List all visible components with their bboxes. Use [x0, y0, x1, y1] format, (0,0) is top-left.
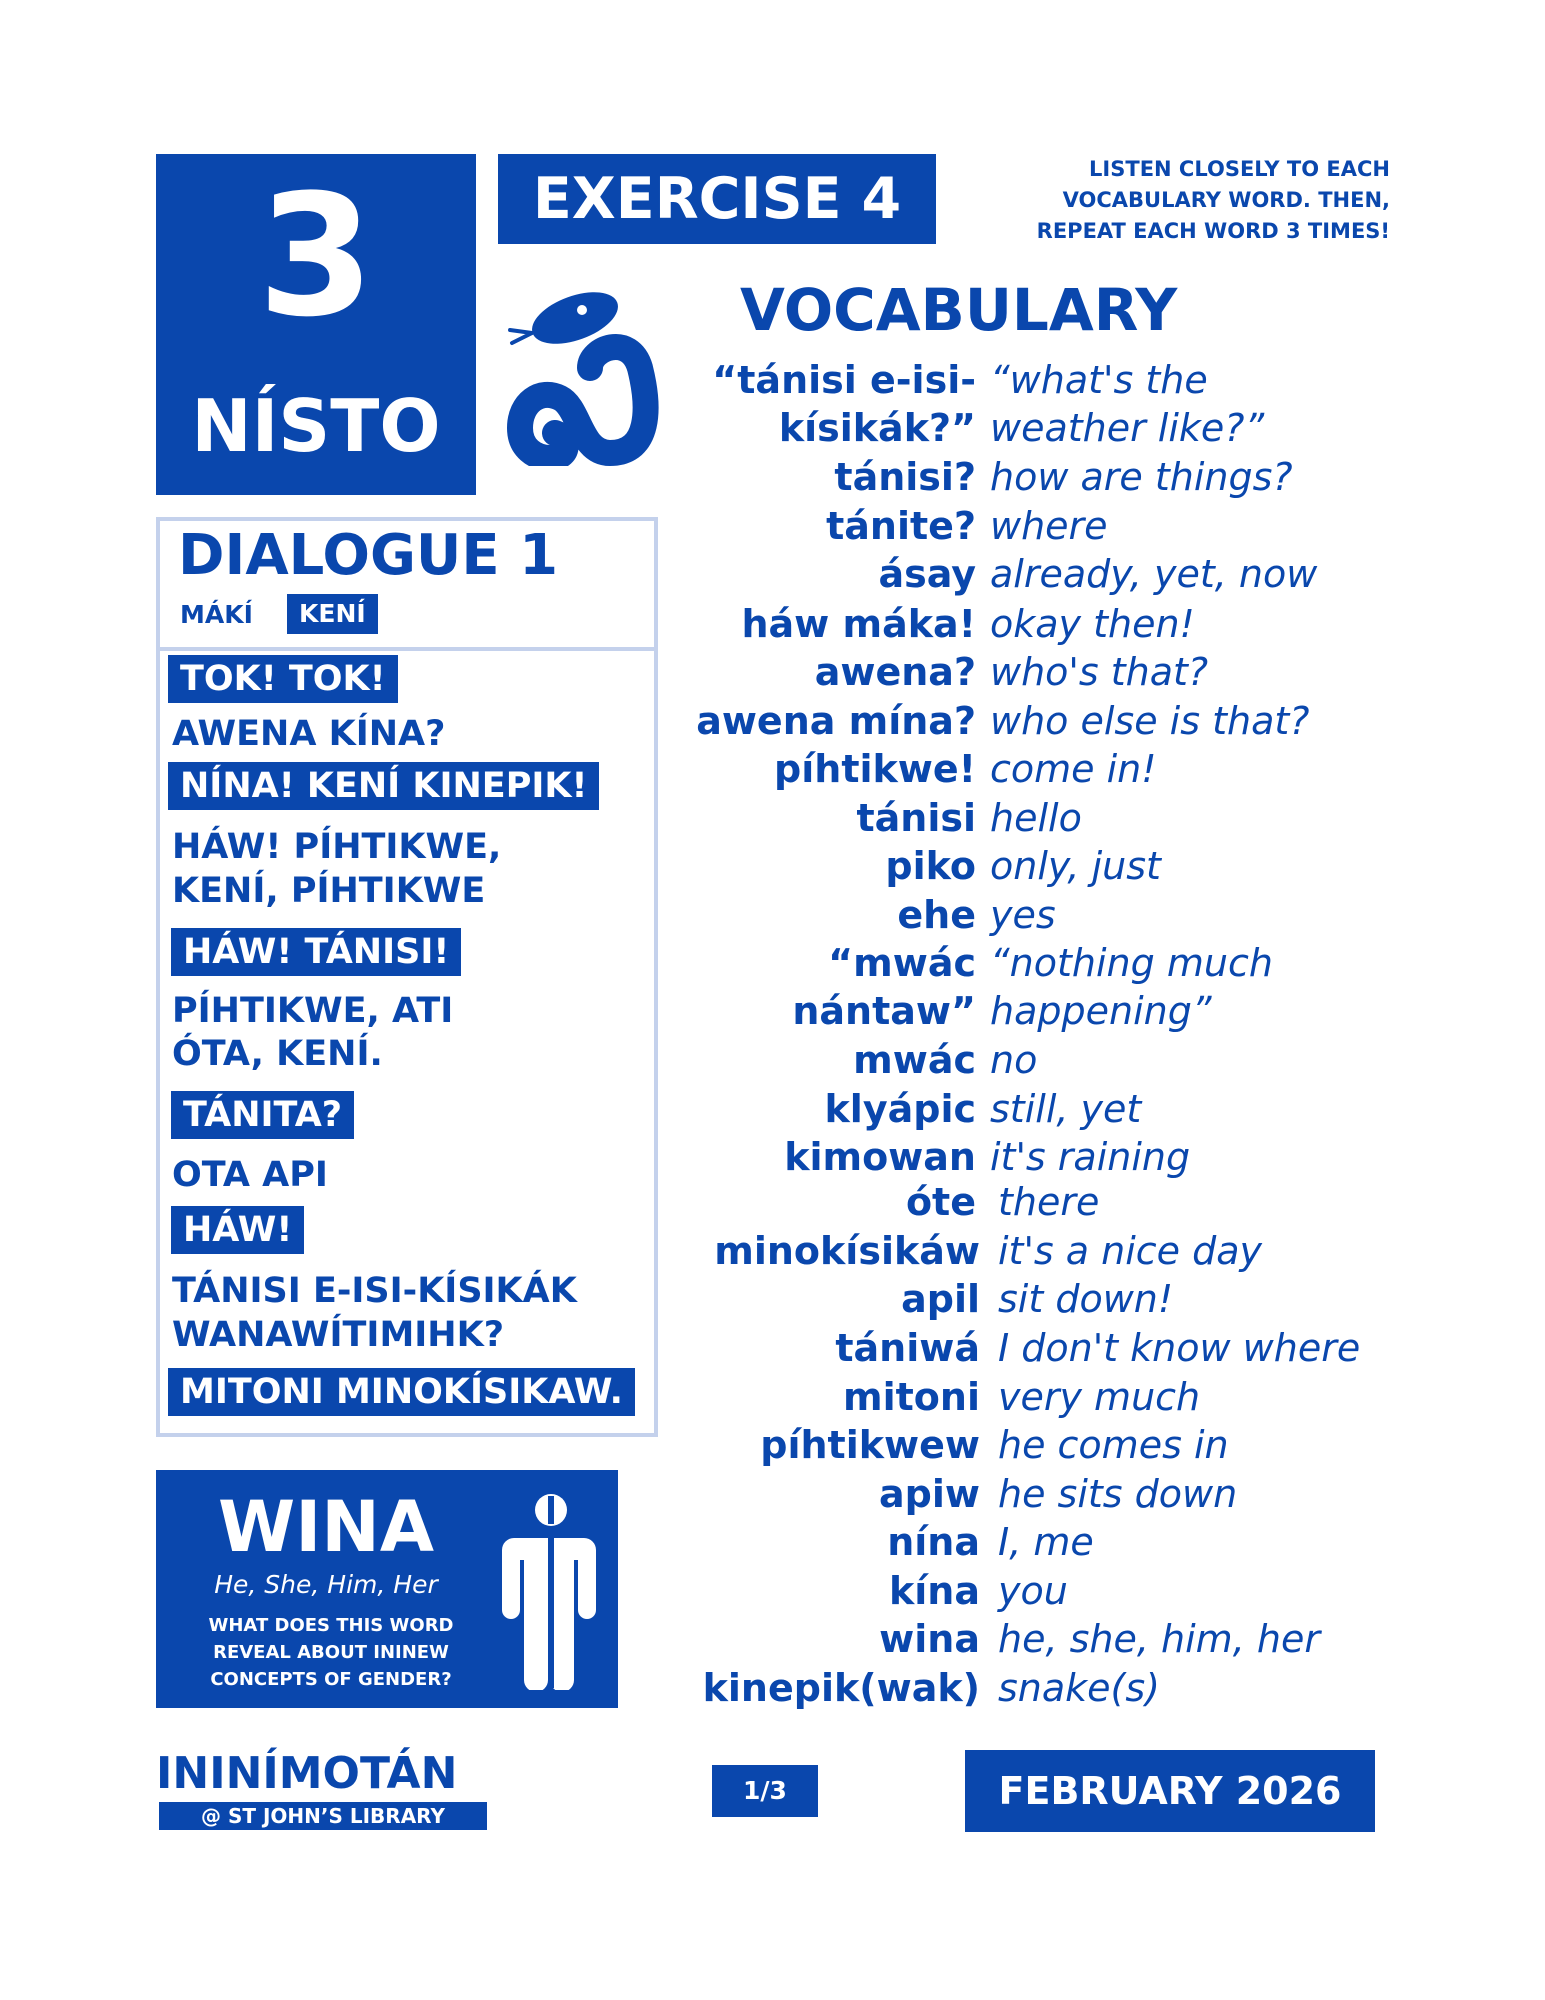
vocab-term: kína: [889, 1569, 980, 1613]
divider: [156, 647, 658, 651]
vocab-row: [560, 697, 1460, 745]
vocab-row: [560, 550, 1460, 598]
vocab-row: [560, 1664, 1460, 1712]
vocab-row: [560, 453, 1460, 501]
vocab-definition: yes: [990, 893, 1056, 937]
vocab-term: mwác: [853, 1038, 976, 1082]
vocab-row: [560, 745, 1460, 793]
vocab-row: [560, 1275, 1460, 1323]
dialogue-line: OTA API: [172, 1155, 328, 1195]
vocab-term: kimowan: [784, 1135, 976, 1179]
vocab-row: [560, 1324, 1460, 1372]
vocab-definition: come in!: [990, 747, 1157, 791]
instruction-line: VOCABULARY WORD. THEN,: [1062, 188, 1390, 212]
vocab-definition: “nothing much: [990, 941, 1273, 985]
vocab-term: kísikák?”: [778, 406, 976, 450]
vocab-definition: happening”: [990, 989, 1212, 1033]
dialogue-line: HÁW!: [171, 1206, 304, 1254]
dialogue-line: ÓTA, KENÍ.: [172, 1034, 383, 1074]
vocab-term: mitoni: [843, 1375, 980, 1419]
vocabulary-title: VOCABULARY: [740, 276, 1178, 344]
vocab-term: ásay: [878, 552, 976, 596]
vocab-term: tánisi?: [834, 455, 976, 499]
vocab-term: píhtikwew: [760, 1423, 980, 1467]
vocab-row: [560, 891, 1460, 939]
question-line: CONCEPTS OF GENDER?: [210, 1669, 452, 1690]
vocab-definition: hello: [990, 796, 1082, 840]
vocab-row: [560, 1567, 1460, 1615]
instruction-line: REPEAT EACH WORD 3 TIMES!: [1036, 219, 1390, 243]
vocab-row: [560, 600, 1460, 648]
vocab-definition: I, me: [998, 1520, 1094, 1564]
vocab-definition: still, yet: [990, 1087, 1142, 1131]
vocab-term: kinepik(wak): [702, 1666, 980, 1710]
vocab-definition: he comes in: [998, 1423, 1229, 1467]
vocab-term: tánite?: [826, 504, 976, 548]
vocab-definition: you: [998, 1569, 1068, 1613]
vocab-definition: no: [990, 1038, 1038, 1082]
vocab-row: [560, 1518, 1460, 1566]
vocab-term: klyápic: [824, 1087, 976, 1131]
vocab-row: [560, 1421, 1460, 1469]
vocab-definition: it's a nice day: [998, 1229, 1263, 1273]
vocab-definition: only, just: [990, 844, 1161, 888]
org-location: @ ST JOHN’S LIBRARY: [159, 1802, 487, 1830]
lesson-name: NÍSTO: [191, 384, 441, 468]
vocab-term: nína: [887, 1520, 980, 1564]
vocab-term: tánisi: [856, 796, 976, 840]
vocab-term: apil: [901, 1277, 980, 1321]
vocab-definition: very much: [998, 1375, 1201, 1419]
date-label: FEBRUARY 2026: [965, 1750, 1375, 1832]
page-indicator: 1/3: [712, 1765, 818, 1817]
vocab-row: [560, 794, 1460, 842]
vocab-definition: he sits down: [998, 1472, 1238, 1516]
vocab-term: háw máka!: [741, 602, 976, 646]
wina-title: WINA: [217, 1486, 434, 1568]
vocab-term: wina: [879, 1617, 980, 1661]
vocab-row: [560, 502, 1460, 550]
vocab-term: apiw: [879, 1472, 980, 1516]
vocab-row: [560, 939, 1460, 987]
vocab-term: awena?: [814, 650, 976, 694]
vocab-definition: snake(s): [998, 1666, 1161, 1710]
question-line: WHAT DOES THIS WORD: [208, 1615, 454, 1636]
vocab-definition: weather like?”: [990, 406, 1265, 450]
dialogue-line: TÁNITA?: [171, 1091, 354, 1139]
vocab-row: [560, 1470, 1460, 1518]
vocab-term: ehe: [897, 893, 976, 937]
instruction-line: LISTEN CLOSELY TO EACH: [1089, 157, 1390, 181]
vocab-term: awena mína?: [696, 699, 976, 743]
vocab-row: [560, 1133, 1460, 1181]
vocab-row: [560, 1615, 1460, 1663]
vocab-definition: who's that?: [990, 650, 1209, 694]
dialogue-line: TÁNISI E-ISI-KÍSIKÁK: [172, 1271, 577, 1311]
exercise-label: EXERCISE 4: [498, 154, 936, 244]
vocab-definition: “what's the: [990, 358, 1208, 402]
vocab-term: “tánisi e-isi-: [712, 358, 976, 402]
vocab-row: [560, 1373, 1460, 1421]
dialogue-line: WANAWÍTIMIHK?: [172, 1315, 505, 1355]
vocab-row: [560, 1178, 1460, 1226]
vocab-term: píhtikwe!: [774, 747, 976, 791]
wina-pronouns: He, She, Him, Her: [214, 1570, 438, 1599]
vocab-row: [560, 1227, 1460, 1275]
vocab-definition: already, yet, now: [990, 552, 1318, 596]
vocab-definition: it's raining: [990, 1135, 1191, 1179]
dialogue-line: AWENA KÍNA?: [172, 714, 446, 754]
vocab-definition: okay then!: [990, 602, 1195, 646]
vocab-definition: he, she, him, her: [998, 1617, 1320, 1661]
vocab-row: [560, 648, 1460, 696]
vocab-row: [560, 1085, 1460, 1133]
dialogue-line: PÍHTIKWE, ATI: [172, 991, 454, 1031]
vocab-term: tániwá: [835, 1326, 980, 1370]
speaker-label-keni: KENÍ: [287, 594, 378, 634]
vocab-definition: I don't know where: [998, 1326, 1361, 1370]
person-icon: [496, 1490, 606, 1690]
wina-box: [156, 1470, 618, 1708]
vocab-row: [560, 987, 1460, 1035]
question-line: REVEAL ABOUT ININEW: [213, 1642, 449, 1663]
vocab-definition: how are things?: [990, 455, 1293, 499]
dialogue-line: NÍNA! KENÍ KINEPIK!: [168, 762, 599, 810]
speaker-label-maki: MÁKÍ: [180, 600, 253, 629]
vocab-row: [560, 1036, 1460, 1084]
vocab-row: [560, 404, 1460, 452]
wina-question: [176, 1612, 486, 1693]
vocab-row: [560, 356, 1460, 404]
org-name: ININÍMOTÁN: [156, 1748, 458, 1799]
vocab-definition: who else is that?: [990, 699, 1310, 743]
lesson-block: [156, 154, 476, 495]
vocab-term: minokísikáw: [714, 1229, 980, 1273]
vocab-term: “mwác: [828, 941, 976, 985]
vocab-term: nántaw”: [792, 989, 976, 1033]
dialogue-line: HÁW! PÍHTIKWE,: [172, 827, 502, 867]
dialogue-line: TOK! TOK!: [168, 655, 398, 703]
vocab-definition: sit down!: [998, 1277, 1174, 1321]
dialogue-line: MITONI MINOKÍSIKAW.: [168, 1368, 635, 1416]
vocab-definition: there: [998, 1180, 1100, 1224]
lesson-number: 3: [257, 158, 375, 354]
dialogue-line: KENÍ, PÍHTIKWE: [172, 871, 486, 911]
vocab-term: óte: [905, 1180, 976, 1224]
vocab-row: [560, 842, 1460, 890]
exercise-instructions: [950, 154, 1390, 247]
vocab-definition: where: [990, 504, 1108, 548]
dialogue-line: HÁW! TÁNISI!: [171, 928, 461, 976]
vocab-term: piko: [885, 844, 976, 888]
dialogue-title: DIALOGUE 1: [178, 523, 559, 588]
